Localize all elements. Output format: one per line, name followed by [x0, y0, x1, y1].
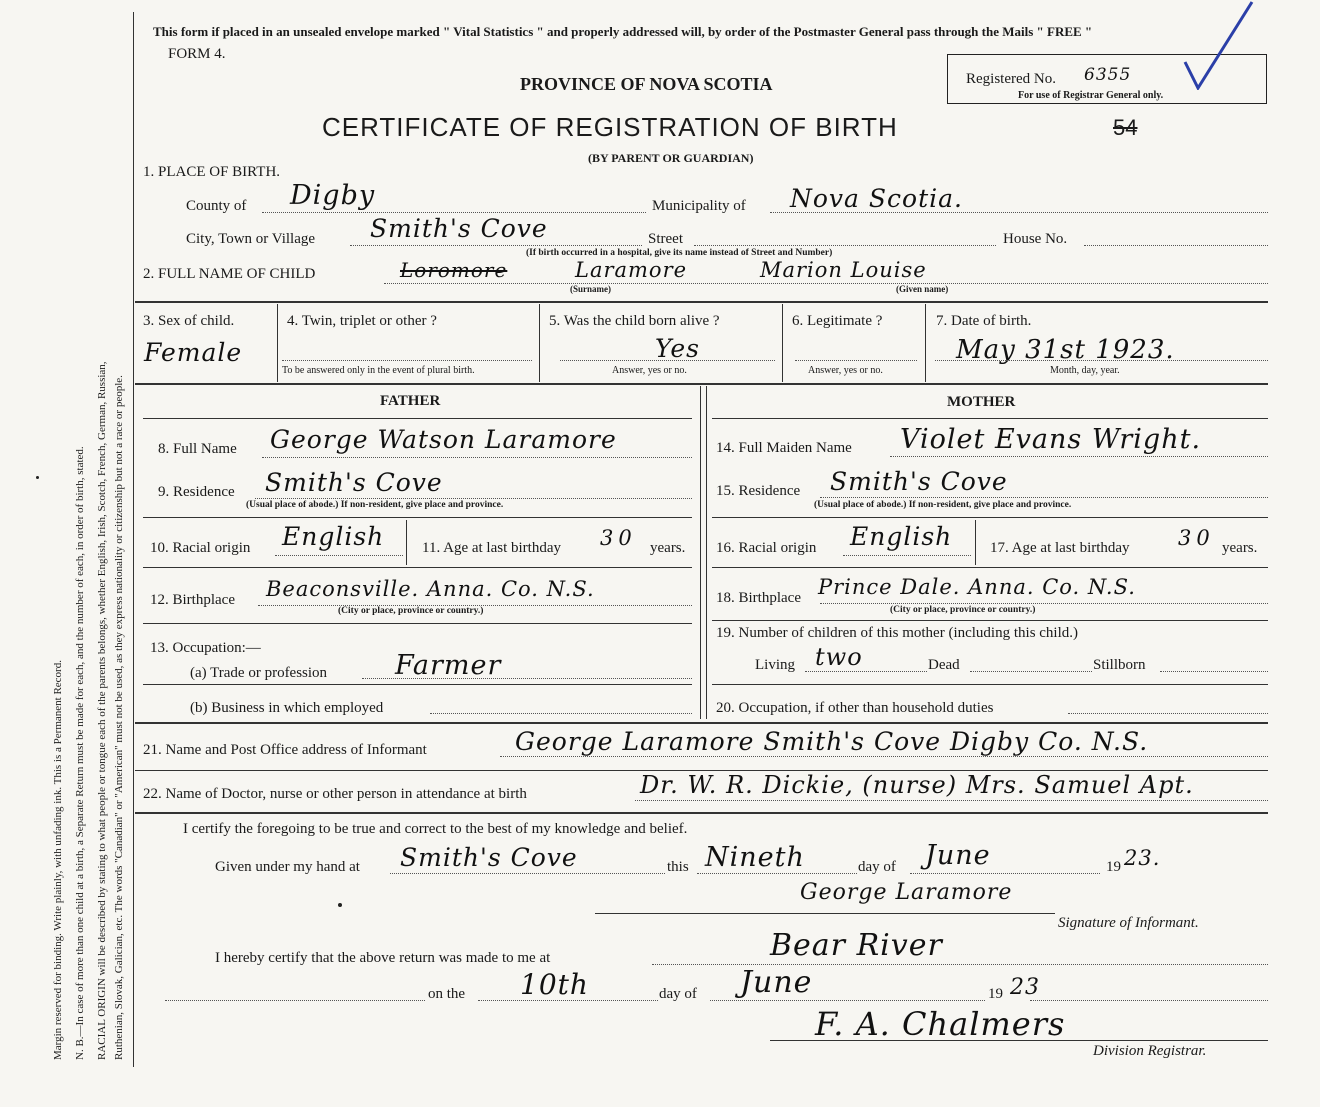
father-trade-label: (a) Trade or profession [190, 665, 328, 681]
margin-racial-origin-note-2: Ruthenian, Slovak, Galician, etc. The words "Canadian" or "American" must not be used, as they express nationality or citizenship but not a race or people. [113, 375, 125, 1060]
hospital-note: (If birth occurred in a hospital, give its name instead of Street and Number) [526, 248, 833, 258]
informant-signature: George Laramore [800, 880, 1013, 905]
municipality-value: Nova Scotia. [790, 184, 963, 213]
child-surname: Laramore [575, 258, 688, 282]
stillborn-label: Stillborn [1093, 657, 1146, 673]
mother-heading: MOTHER [947, 394, 1016, 410]
mother-racial-label: 16. Racial origin [716, 540, 817, 556]
registered-label: Registered No. [966, 71, 1056, 87]
county-label: County of [186, 198, 247, 214]
mother-birthplace-label: 18. Birthplace [716, 590, 801, 606]
form-left-border [133, 12, 134, 1067]
given-place: Smith's Cove [400, 843, 578, 872]
living-value: two [815, 643, 863, 671]
place-of-birth-label: 1. PLACE OF BIRTH. [143, 164, 281, 180]
informant-value: George Laramore Smith's Cove Digby Co. N.S. [515, 727, 1149, 756]
mother-age-unit: years. [1222, 540, 1258, 556]
registrar-signature: F. A. Chalmers [815, 1005, 1066, 1043]
certify-statement: I certify the foregoing to be true and correct to the best of my knowledge and belief. [183, 821, 688, 837]
mother-residence-value: Smith's Cove [830, 467, 1008, 496]
ink-speck [338, 903, 342, 907]
child-given-names: Marion Louise [760, 258, 927, 282]
day-of-label: day of [858, 859, 896, 875]
father-racial-label: 10. Racial origin [150, 540, 251, 556]
father-age-value: 30 [600, 526, 637, 550]
legitimate-label: 6. Legitimate ? [792, 313, 883, 329]
child-surname-struck: Loromore [400, 258, 508, 282]
father-name-value: George Watson Laramore [270, 425, 617, 454]
born-alive-note: Answer, yes or no. [612, 365, 687, 376]
blue-check-mark [1180, 0, 1260, 90]
province-heading: PROVINCE OF NOVA SCOTIA [520, 74, 773, 94]
ink-speck-2 [36, 476, 39, 479]
county-value: Digby [290, 180, 376, 211]
registrar-general-note: For use of Registrar General only. [1018, 90, 1164, 101]
father-birthplace-note: (City or place, province or country.) [338, 606, 484, 616]
legitimate-note: Answer, yes or no. [808, 365, 883, 376]
informant-label: 21. Name and Post Office address of Informant [143, 742, 427, 758]
margin-binding-note: Margin reserved for binding. Write plainly, with unfading ink. This is a Permanent Record. [52, 660, 64, 1060]
living-label: Living [755, 657, 795, 673]
sex-label: 3. Sex of child. [143, 313, 235, 329]
mother-birthplace-value: Prince Dale. Anna. Co. N.S. [818, 575, 1136, 599]
father-trade-value: Farmer [395, 650, 502, 681]
registration-day-of-label: day of [659, 986, 697, 1002]
certificate-subtitle: (BY PARENT OR GUARDIAN) [588, 151, 754, 165]
given-name-caption: (Given name) [896, 284, 949, 294]
this-label: this [667, 859, 689, 875]
mother-racial-value: English [850, 522, 953, 551]
mother-name-label: 14. Full Maiden Name [716, 440, 852, 456]
house-number-label: House No. [1003, 231, 1068, 247]
registration-month: June [740, 965, 813, 1000]
mother-children-label: 19. Number of children of this mother (including this child.) [716, 625, 1079, 641]
city-value: Smith's Cove [370, 214, 548, 243]
on-the-label: on the [428, 986, 466, 1002]
father-residence-note: (Usual place of abode.) If non-resident, give place and province. [246, 500, 504, 510]
certificate-title: CERTIFICATE OF REGISTRATION OF BIRTH [322, 112, 898, 142]
twin-note: To be answered only in the event of plural birth. [282, 365, 475, 376]
date-of-birth-label: 7. Date of birth. [936, 313, 1032, 329]
given-day: Nineth [705, 842, 805, 873]
registrar-statement: I hereby certify that the above return was made to me at [215, 950, 551, 966]
attendant-value: Dr. W. R. Dickie, (nurse) Mrs. Samuel Apt. [640, 771, 1194, 799]
mother-occupation-label: 20. Occupation, if other than household duties [716, 700, 994, 716]
dead-label: Dead [928, 657, 960, 673]
mother-age-value: 30 [1178, 526, 1215, 550]
registration-day: 10th [520, 968, 589, 1001]
city-label: City, Town or Village [186, 231, 316, 247]
margin-racial-origin-note: RACIAL ORIGIN will be described by stating to what people or tongue each of the parents belongs, whether English, Irish, Scotch, French, German, Russian, [96, 361, 108, 1060]
street-label: Street [648, 231, 683, 247]
date-of-birth-note: Month, day, year. [1050, 365, 1120, 376]
mother-birthplace-note: (City or place, province or country.) [890, 605, 1036, 615]
father-age-label: 11. Age at last birthday [422, 540, 561, 556]
born-alive-label: 5. Was the child born alive ? [549, 313, 720, 329]
attendant-label: 22. Name of Doctor, nurse or other person in attendance at birth [143, 786, 527, 802]
twin-label: 4. Twin, triplet or other ? [287, 313, 437, 329]
margin-plural-birth-note: N. B.—In case of more than one child at a birth, a Separate Return must be made for each, and the number of each, in order of birth, stated. [74, 446, 86, 1060]
father-racial-value: English [282, 522, 385, 551]
father-age-unit: years. [650, 540, 686, 556]
father-heading: FATHER [380, 393, 441, 409]
title-number: 54 [1113, 115, 1138, 140]
registrar-caption: Division Registrar. [1093, 1043, 1207, 1059]
surname-caption: (Surname) [570, 284, 611, 294]
municipality-label: Municipality of [652, 198, 746, 214]
registration-year: 23 [1010, 975, 1040, 1000]
informant-signature-caption: Signature of Informant. [1058, 915, 1199, 931]
form-number: FORM 4. [168, 46, 226, 62]
mother-residence-label: 15. Residence [716, 483, 801, 499]
registered-number: 6355 [1084, 65, 1132, 85]
given-month: June [925, 840, 991, 871]
father-business-label: (b) Business in which employed [190, 700, 384, 716]
mother-residence-note: (Usual place of abode.) If non-resident, give place and province. [814, 500, 1072, 510]
given-label: Given under my hand at [215, 859, 360, 875]
born-alive-value: Yes [655, 334, 700, 363]
registrar-place: Bear River [770, 928, 943, 963]
father-residence-label: 9. Residence [158, 484, 235, 500]
mother-name-value: Violet Evans Wright. [900, 424, 1202, 455]
father-name-label: 8. Full Name [158, 441, 237, 457]
postal-notice: This form if placed in an unsealed envelope marked " Vital Statistics " and properly addressed will, by order of the Postmaster General pass through the Mails " FREE " [153, 24, 1093, 39]
father-birthplace-label: 12. Birthplace [150, 592, 235, 608]
year-prefix: 19 [1106, 859, 1121, 875]
date-of-birth-value: May 31st 1923. [956, 335, 1175, 365]
mother-age-label: 17. Age at last birthday [990, 540, 1130, 556]
father-birthplace-value: Beaconsville. Anna. Co. N.S. [266, 577, 595, 601]
given-year: 23. [1124, 846, 1161, 870]
father-residence-value: Smith's Cove [265, 468, 443, 497]
registration-year-prefix: 19 [988, 986, 1003, 1002]
child-name-label: 2. FULL NAME OF CHILD [143, 266, 316, 282]
sex-value: Female [144, 338, 243, 367]
father-occupation-label: 13. Occupation:— [150, 640, 261, 656]
